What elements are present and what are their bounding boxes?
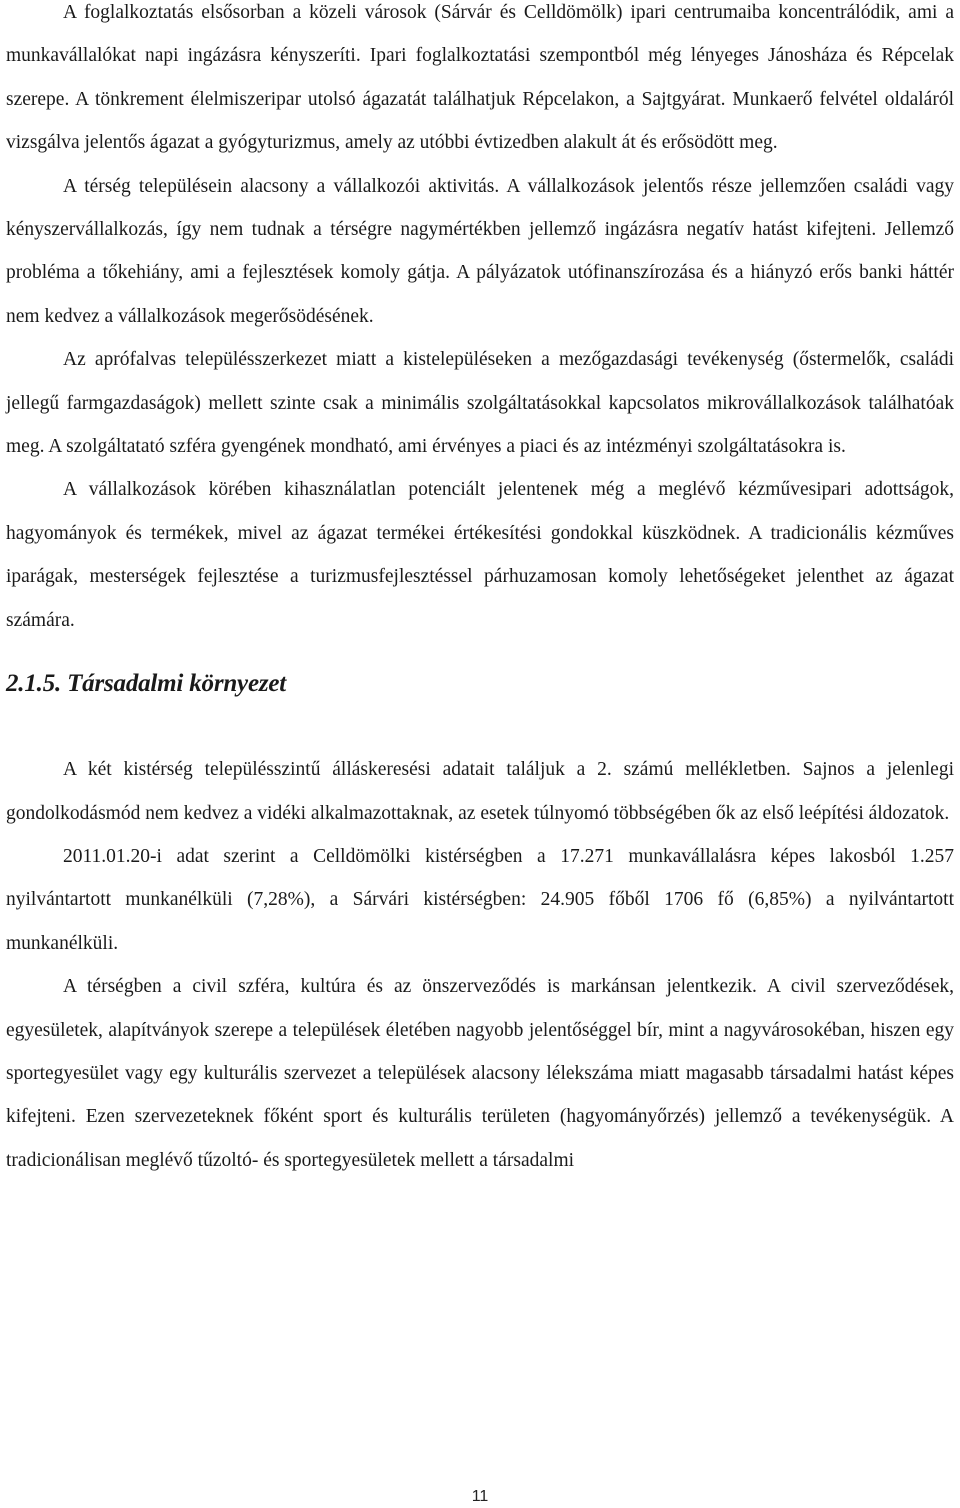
paragraph-crafts: A vállalkozások körében kihasználatlan potenciált jelentenek még a meglévő kézművesipari adottságok, hagyományok és termékek, mivel az ágazat termékei értékesítési gondokkal küszködnek. A tradicionális kézműves iparágak, mesterségek fejlesztése a turizmusfejlesztéssel párhuzamosan komoly lehetőségeket jelenthet az ágazat számára. bbox=[6, 479, 954, 631]
section-heading: 2.1.5. Társadalmi környezet bbox=[6, 670, 287, 698]
paragraph-employment: A foglalkoztatás elsősorban a közeli városok (Sárvár és Celldömölk) ipari centrumaiba koncentrálódik, ami a munkavállalókat napi ingázásra kényszeríti. Ipari foglalkoztatási szempontból még lényeges Jánosháza és Répcelak szerepe. A tönkrement élelmiszeripar utolsó ágazatát találhatjuk Répcelakon, a Sajtgyárat. Munkaerő felvétel oldaláról vizsgálva jelentős ágazat a gyógyturizmus, amely az utóbbi évtizedben alakult át és erősödött meg. bbox=[6, 2, 954, 154]
paragraph-settlement-structure: Az aprófalvas településszerkezet miatt a kistelepüléseken a mezőgazdasági tevékenység (őstermelők, családi jellegű farmgazdaságok) mellett szinte csak a minimális szolgáltatásokkal kapcsolatos mikrovállalkozások találhatóak meg. A szolgáltatató szféra gyengének mondható, ami érvényes a piaci és az intézményi szolgáltatásokra is. bbox=[6, 349, 954, 458]
paragraph-civil-sphere: A térségben a civil szféra, kultúra és az önszerveződés is markánsan jelentkezik. A civil szerveződések, egyesületek, alapítványok szerepe a települések életében nagyobb jelentőséggel bír, mint a nagyvárosokéban, hiszen egy sportegyesület vagy egy kulturális szervezet a települések alacsony lélekszáma miatt magasabb társadalmi hatást képes kifejteni. Ezen szervezeteknek főként sport és kulturális területen (hagyományőrzés) jellemző a tevékenységük. A tradicionálisan meglévő tűzoltó- és sportegyesületek mellett a társadalmi bbox=[6, 976, 954, 1171]
page-number: 11 bbox=[471, 1488, 489, 1505]
paragraph-entrepreneurship: A térség településein alacsony a vállalkozói aktivitás. A vállalkozások jelentős része jellemzően családi vagy kényszervállalkozás, így nem tudnak a térségre nagymértékben jellemző ingázásra negatív hatást kifejteni. Jellemző probléma a tőkehiány, ami a fejlesztések komoly gátja. A pályázatok utófinanszírozása és a hiányzó erős banki háttér nem kedvez a vállalkozások megerősödésének. bbox=[6, 175, 954, 327]
document-page bbox=[6, 0, 954, 1182]
paragraph-unemployment-data: 2011.01.20-i adat szerint a Celldömölki kistérségben a 17.271 munkavállalásra képes lakosból 1.257 nyilvántartott munkanélküli (7,28%), a Sárvári kistérségben: 24.905 főből 1706 fő (6,85%) a nyilvántartott munkanélküli. bbox=[6, 845, 954, 954]
paragraph-job-seekers: A két kistérség településszintű álláskeresési adatait találjuk a 2. számú mellékletben. Sajnos a jelenlegi gondolkodásmód nem kedvez a vidéki alkalmazottaknak, az esetek túlnyomó többségében ők az első leépítési áldozatok. bbox=[6, 759, 954, 824]
